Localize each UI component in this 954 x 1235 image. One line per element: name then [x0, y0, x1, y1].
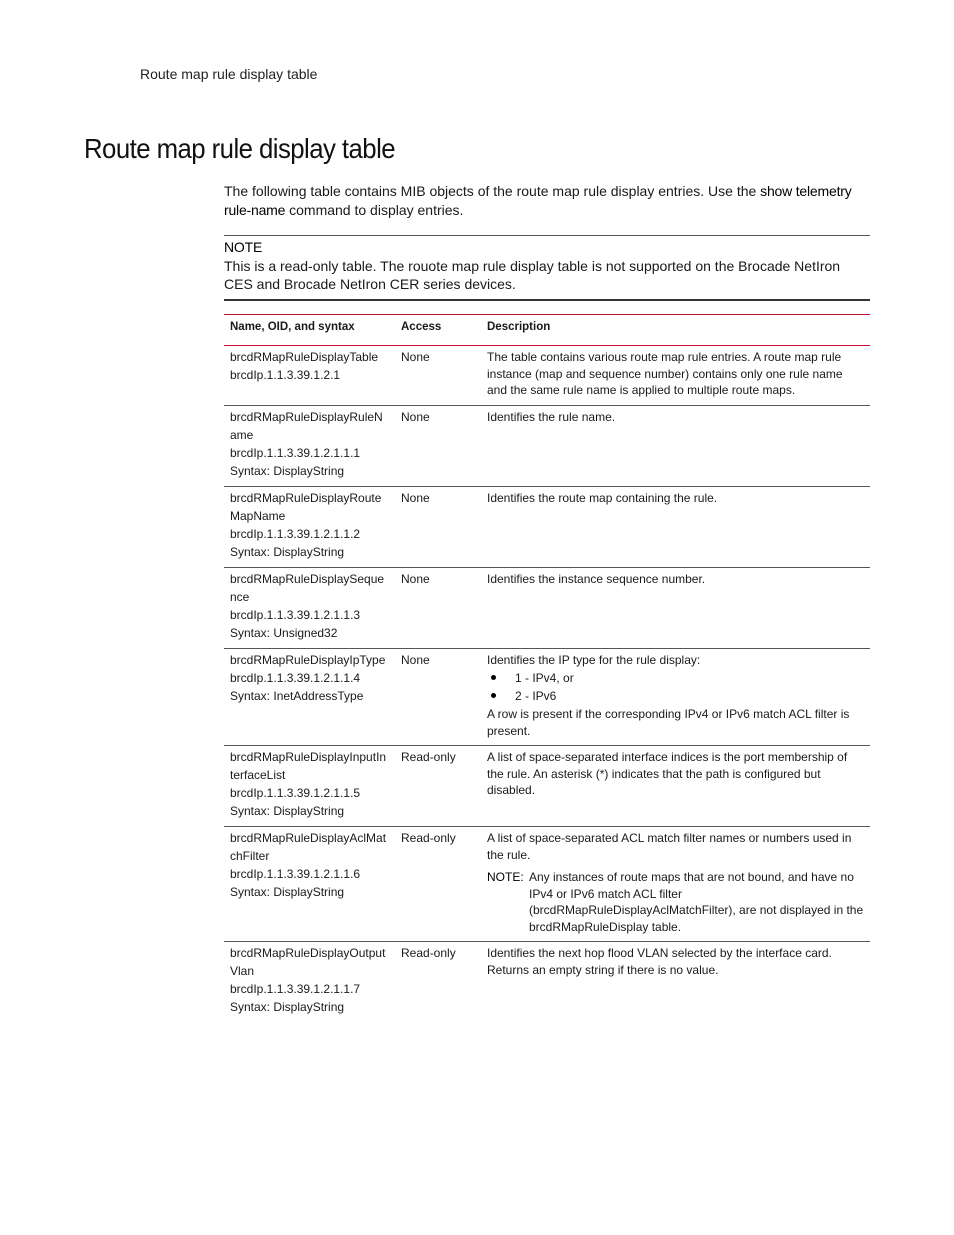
- cell-description: A list of space-separated interface indices is the port membership of the rule. An asterisk (*) indicates that the path is configured but disabled.: [487, 750, 848, 797]
- note-box: [224, 235, 870, 301]
- table-header-row: [224, 315, 870, 346]
- object-syntax: Syntax: DisplayString: [230, 463, 345, 478]
- cell-access: None: [401, 409, 430, 424]
- inline-note-text: Any instances of route maps that are not bound, and have no IPv4 or IPv6 match ACL filter (brcdRMapRuleDisplayAclMatchFilter), are not displayed in the brcdRMapRuleDisplay table.: [529, 870, 864, 934]
- object-syntax: Syntax: DisplayString: [230, 1000, 345, 1014]
- cell-description: [481, 648, 870, 746]
- header-name-oid-syntax: Name, OID, and syntax: [230, 321, 355, 333]
- description-text: A list of space-separated ACL match filter names or numbers used in the rule.: [487, 831, 852, 862]
- object-oid: brcdIp.1.1.3.39.1.2.1.1.7: [230, 982, 361, 996]
- table-row: [224, 405, 870, 486]
- table-row: [224, 346, 870, 406]
- cell-access: Read-only: [401, 750, 456, 764]
- cell-access: Read-only: [401, 946, 456, 960]
- cell-name: [224, 567, 395, 648]
- object-oid: brcdIp.1.1.3.39.1.2.1.1.2: [230, 526, 361, 541]
- cell-description: Identifies the rule name.: [487, 409, 616, 424]
- page-title: Route map rule display table: [84, 133, 396, 164]
- object-syntax: Syntax: DisplayString: [230, 885, 345, 899]
- object-syntax: Syntax: Unsigned32: [230, 625, 338, 640]
- cell-access: None: [401, 490, 430, 505]
- note-title: NOTE: [224, 239, 263, 255]
- inline-note-label: NOTE:: [487, 870, 524, 884]
- table-row: [224, 486, 870, 567]
- table-row: [224, 942, 870, 1023]
- object-name: brcdRMapRuleDisplayOutputVlan: [230, 946, 386, 978]
- list-item: 1 - IPv4, or: [487, 669, 864, 687]
- description-text-after: A row is present if the corresponding IPv4 or IPv6 match ACL filter is present.: [487, 707, 850, 738]
- header-description: Description: [487, 321, 551, 333]
- cell-access: None: [401, 571, 430, 586]
- object-syntax: Syntax: InetAddressType: [230, 688, 364, 703]
- object-name: brcdRMapRuleDisplayRouteMapName: [230, 490, 382, 523]
- object-name: brcdRMapRuleDisplayAclMatchFilter: [230, 831, 387, 863]
- intro-text-before: The following table contains MIB objects of the route map rule display entries. Use the: [224, 183, 761, 199]
- intro-command: show telemetry rule-name: [224, 183, 852, 218]
- running-header: Route map rule display table: [140, 66, 318, 82]
- cell-description: Identifies the instance sequence number.: [487, 571, 706, 586]
- object-oid: brcdIp.1.1.3.39.1.2.1.1.5: [230, 786, 361, 800]
- object-oid: brcdIp.1.1.3.39.1.2.1.1.4: [230, 670, 361, 685]
- table-row: [224, 827, 870, 942]
- cell-access: Read-only: [401, 831, 456, 845]
- list-item: 2 - IPv6: [487, 687, 864, 705]
- object-oid: brcdIp.1.1.3.39.1.2.1.1.1: [230, 445, 361, 460]
- table-row: [224, 567, 870, 648]
- intro-paragraph: [224, 182, 864, 220]
- ip-type-list: [487, 669, 864, 705]
- cell-access: None: [401, 350, 430, 364]
- cell-name: [224, 346, 395, 406]
- cell-name: [224, 942, 395, 1023]
- inline-note: [487, 869, 864, 935]
- object-name: brcdRMapRuleDisplayIpType: [230, 652, 386, 667]
- header-access: Access: [401, 321, 442, 333]
- table-row: [224, 648, 870, 746]
- cell-name: [224, 648, 395, 746]
- object-syntax: Syntax: DisplayString: [230, 804, 345, 818]
- cell-name: [224, 746, 395, 827]
- object-oid: brcdIp.1.1.3.39.1.2.1.1.6: [230, 867, 361, 881]
- description-text: Identifies the IP type for the rule display:: [487, 652, 701, 667]
- object-name: brcdRMapRuleDisplayTable: [230, 350, 379, 364]
- cell-name: [224, 486, 395, 567]
- object-name: brcdRMapRuleDisplayRuleName: [230, 409, 383, 442]
- cell-description: Identifies the route map containing the rule.: [487, 490, 718, 505]
- mib-objects-table: [224, 314, 870, 1022]
- object-syntax: Syntax: DisplayString: [230, 544, 345, 559]
- table-row: [224, 746, 870, 827]
- cell-access: None: [401, 652, 430, 667]
- object-oid: brcdIp.1.1.3.39.1.2.1: [230, 368, 341, 382]
- object-name: brcdRMapRuleDisplaySequence: [230, 571, 385, 604]
- cell-description: The table contains various route map rule entries. A route map rule instance (map and sequence number) contains only one rule name and the same rule name is applied to multiple route maps.: [487, 350, 843, 397]
- cell-description: Identifies the next hop flood VLAN selected by the interface card. Returns an empty string if there is no value.: [487, 946, 832, 977]
- note-text: This is a read-only table. The rouote map rule display table is not supported on the Brocade NetIron CES and Brocade NetIron CER series devices.: [224, 258, 841, 292]
- cell-description: [481, 827, 870, 942]
- object-oid: brcdIp.1.1.3.39.1.2.1.1.3: [230, 607, 361, 622]
- cell-name: [224, 405, 395, 486]
- cell-name: [224, 827, 395, 942]
- object-name: brcdRMapRuleDisplayInputInterfaceList: [230, 750, 387, 782]
- intro-text-after: command to display entries.: [285, 202, 464, 218]
